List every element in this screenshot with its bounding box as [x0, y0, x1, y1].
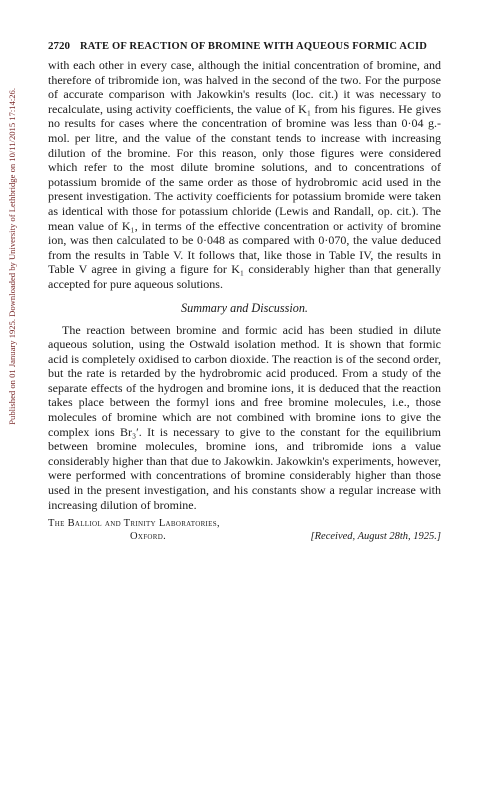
page-number: 2720 [48, 40, 70, 52]
section-heading: Summary and Discussion. [181, 300, 308, 315]
laboratory-city: Oxford. [130, 531, 167, 543]
download-watermark [0, 0, 24, 792]
summary-paragraph: The reaction between bromine and formic acid has been studied in dilute aqueous solution, using the Ostwald isolation method. It is shown that formic acid is completely oxidised to carbon dioxide. The reaction is of the second order, but the rate is retarded by the hydrobromic acid produced. From a study of the separate effects of the hydrogen and bromine ions, it is deduced that the reaction takes place between the formyl ions and free bromine molecules, i.e., those molecules of bromine which are not combined with bromine ions to give the complex ions Br₃′. It is necessary to give to the constant for the equilibrium between bromine molecules, bromine ions, and tribromide ions a value considerably higher than that due to Jakowkin. Jakowkin's experiments, however, were performed with concentrations of bromine considerably higher than those used in the present investigation, and his constants show a regular increase with increasing dilution of bromine. [48, 322, 441, 512]
received-date: [Received, August 28th, 1925.] [310, 531, 441, 543]
body-paragraph: with each other in every case, although the initial concentration of bromine, and therefore of tribromide ion, was halved in the second of the two. For the purpose of accurate comparison with Jakowkin's results (loc. cit.) it was necessary to recalculate, using activity coefficients, the value of K₁ from his figures. He gives no results for cases where the concentration of bromine was less than 0·04 g.-mol. per litre, and the value of the constant tends to increase with increasing dilution of the bromine. For this reason, only those figures were considered which refer to the most dilute bromine solutions, and to concentrations of potassium bromide of the same order as those of hydrobromic acid used in the present investigation. The activity coefficients for potassium bromide were taken as identical with those for potassium chloride (Lewis and Randall, op. cit.). The mean value of K₁, in terms of the effective concentration or activity of bromine ion, was then calculated to be 0·048 as compared with 0·070, the value deduced from the results in Table V. It follows that, like those in Table IV, the results in Table V agree in giving a figure for K₁ considerably higher than that generally accepted for pure aqueous solutions. [48, 58, 441, 291]
affiliation-block [48, 517, 441, 543]
journal-page [48, 40, 441, 543]
running-title: RATE OF REACTION OF BROMINE WITH AQUEOUS FORMIC ACID [80, 41, 428, 52]
laboratory-name: The Balliol and Trinity Laboratories, [48, 518, 220, 530]
watermark-text: Published on 01 January 1925. Downloaded by University of Lethbridge on 10/11/2015 17:14:26. [7, 88, 17, 425]
running-header [48, 40, 441, 52]
